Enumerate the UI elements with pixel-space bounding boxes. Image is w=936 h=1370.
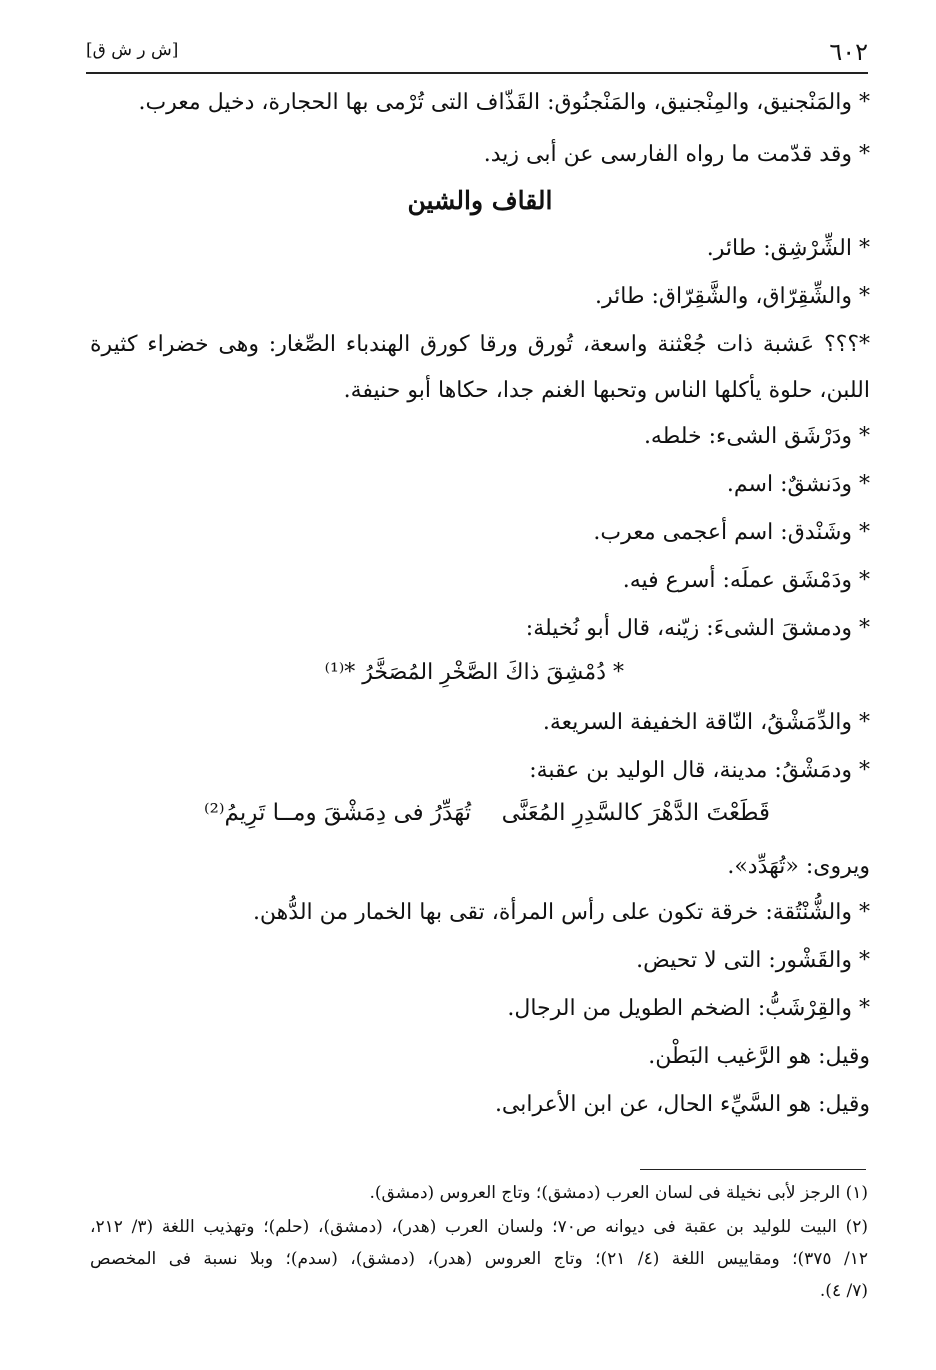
entry-variant-reading: ويروى: «تُهَدِّد». [727,854,870,879]
footnote-1: (١) الرجز لأبى نخيلة فى لسان العرب (دمشق)؛ وتاج العروس (دمشق). [369,1183,868,1203]
footnote-2-line2: ١٢/ ٣٧٥)؛ ومقاييس اللغة (٤/ ٢١)؛ وتاج العروس (هدر)، (دمشق)، (سدم)؛ وبلا نسبة فى المخصص [90,1249,868,1269]
entry-note-farisi: * وقد قدّمت ما رواه الفارسى عن أبى زيد. [483,142,870,167]
entry-dimashq-naqa: * والدِّمَشْقُ، النّاقة الخفيفة السريعة. [542,710,870,735]
entry-ashaba-line1: *؟؟؟ عَشبة ذات جُعْثنة واسعة، تُورق ورقا كورق الهندباء الصِّغار: وهى خضراء كثيرة [90,332,870,357]
entry-dimashq-city: * ودمَشْقُ: مدينة، قال الوليد بن عقبة: [529,758,870,783]
entry-shiqirraq: * والشِّقِرّاق، والشَّقِرّاق: طائر. [595,284,870,309]
entry-danshaq: * ودَنشقٌ: اسم. [726,472,870,497]
footnote-2-line1: (٢) البيت للوليد بن عقبة فى ديوانه ص٧٠؛ ولسان العرب (هدر)، (دمشق)، (حلم)؛ وتهذيب اللغة (٣/ ٢١٢، [90,1217,868,1237]
entry-damshaq-zayyana: * ودمشقَ الشىءَ: زيّنه، قال أبو نُخيلة: [525,616,870,641]
entry-manjaniq: * والمَنْجنيق، والمِنْجنيق، والمَنْجنُوق: القَذّاف التى تُرْمى بها الحجارة، دخيل معرب. [138,90,870,115]
header-rule [86,72,868,74]
rajaz-quote: * دُمْشِقَ ذاكَ الصَّخْرِ المُصَخَّرُ *⁽¹⁾ [324,660,624,685]
footnote-2-line3: (٧/ ٤). [819,1281,868,1301]
entry-ashaba-line2: اللبن، حلوة يأكلها الناس وتحبها الغنم جدا، حكاها أبو حنيفة. [343,378,870,403]
entry-shandaq: * وشَنْدق: اسم أعجمى معرب. [593,520,870,545]
section-heading: القاف والشين [407,186,553,215]
entry-damshaq-amal: * ودَمْشَق عملَه: أسرع فيه. [622,568,870,593]
entry-sayyi: وقيل: هو السَّيِّء الحال، عن ابن الأعرابى. [494,1092,870,1117]
verse-second-hemistich: تُهَدِّرُ فى دِمَشْقَ ومــا تَرِيمُ⁽²⁾ [204,800,472,826]
entry-qashwar: * والقَشْور: التى لا تحيض. [636,948,870,973]
entry-shirshiq: * الشِّرْشِق: طائر. [706,236,870,261]
footnote-rule [640,1169,866,1170]
entry-raghib: وقيل: هو الرَّغيب البَطْن. [648,1044,870,1069]
verse-first-hemistich: قَطَعْتَ الدَّهْرَ كالسَّدِرِ المُعَنَّى [501,800,770,826]
entry-qirshabb: * والقِرْشَبُّ: الضخم الطويل من الرجال. [507,996,870,1021]
entry-darshaq: * ودَرْشَق الشىء: خلطه. [643,424,870,449]
page-number: ٦٠٢ [829,38,868,66]
page-header [86,34,868,68]
running-head: [ش ر ش ق] [86,40,179,60]
entry-shuntuqa: * والشُّنْتُقة: خرقة تكون على رأس المرأة، تقى بها الخمار من الدُّهن. [252,900,870,925]
